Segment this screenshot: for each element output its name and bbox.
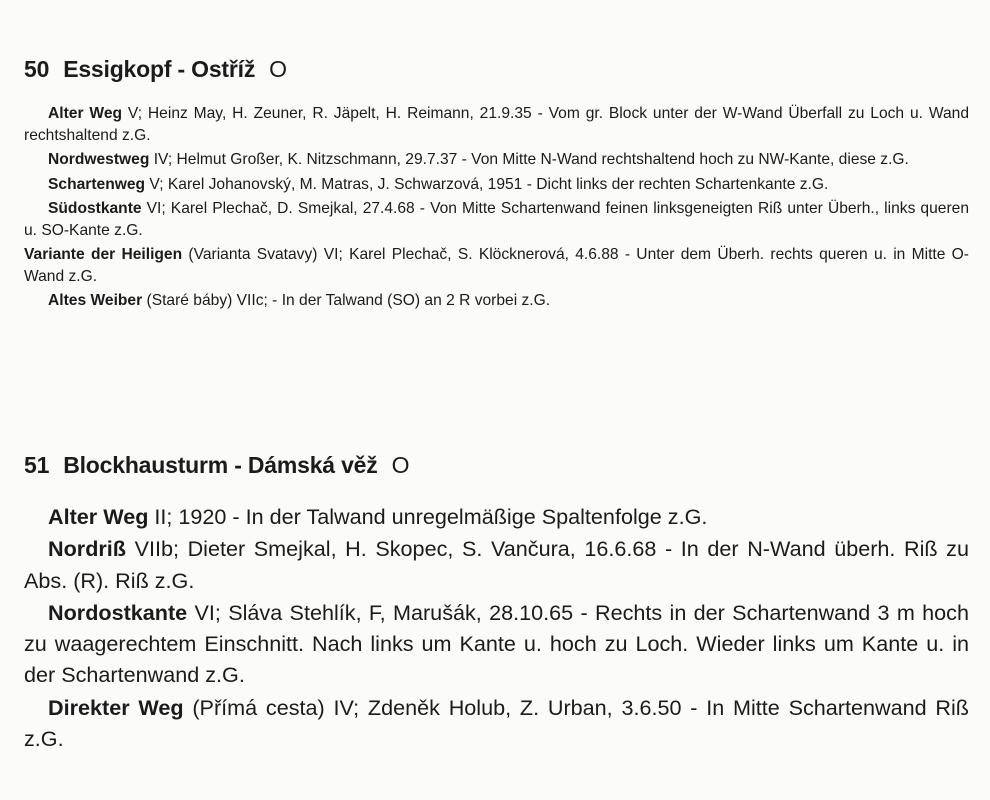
section-heading bbox=[24, 56, 969, 83]
route-description: II; 1920 - In der Talwand unregelmäßige Spaltenfolge z.G. bbox=[148, 504, 708, 529]
section-marker: O bbox=[269, 56, 287, 82]
section-number: 51 bbox=[24, 452, 50, 478]
route-description: VI; Karel Plechač, S. Klöcknerová, 4.6.88 - Unter dem Überh. rechts queren u. in Mitte O-Wand z.G. bbox=[24, 246, 969, 285]
route-description: V; Karel Johanovský, M. Matras, J. Schwarzová, 1951 - Dicht links der rechten Schartenkante z.G. bbox=[145, 175, 829, 193]
route-entry bbox=[24, 692, 969, 755]
route-name: Alter Weg bbox=[48, 504, 149, 529]
section-title: Blockhausturm - Dámská věž bbox=[63, 452, 378, 478]
route-alt-name: (Varianta Svatavy) bbox=[182, 246, 318, 263]
route-name: Nordwestweg bbox=[48, 151, 150, 168]
section-number: 50 bbox=[24, 56, 50, 82]
section-marker: O bbox=[391, 452, 410, 478]
route-entry bbox=[24, 290, 969, 312]
route-name: Südostkante bbox=[48, 200, 142, 217]
route-description: VI; Sláva Stehlík, F, Marušák, 28.10.65 - Rechts in der Schartenwand 3 m hoch zu waagerechtem Einschnitt. Nach links um Kante u. hoch zu Loch. Wieder links um Kante u. in der Schartenwand z.G. bbox=[24, 599, 969, 688]
route-description: IV; Helmut Großer, K. Nitzschmann, 29.7.37 - Von Mitte N-Wand rechtshaltend hoch zu NW-Kante, diese z.G. bbox=[149, 151, 909, 168]
route-alt-name: (Staré báby) bbox=[142, 292, 233, 309]
route-entry bbox=[24, 103, 969, 146]
route-entry bbox=[24, 244, 969, 287]
route-list bbox=[24, 103, 969, 312]
section-50 bbox=[24, 56, 969, 315]
route-entry bbox=[24, 597, 969, 691]
route-name: Direkter Weg bbox=[48, 694, 184, 720]
section-title: Essigkopf - Ostříž bbox=[63, 56, 256, 82]
route-entry bbox=[24, 198, 969, 241]
route-alt-name: (Přímá cesta) bbox=[183, 694, 325, 720]
route-entry bbox=[24, 533, 969, 596]
route-description: VIIc; - In der Talwand (SO) an 2 R vorbei z.G. bbox=[232, 292, 551, 309]
route-name: Variante der Heiligen bbox=[24, 246, 183, 263]
route-description: IV; Zdeněk Holub, Z. Urban, 3.6.50 - In Mitte Schartenwand Riß z.G. bbox=[24, 694, 969, 752]
route-description: VI; Karel Plechač, D. Smejkal, 27.4.68 - Von Mitte Schartenwand feinen linksgeneigten Riß unter Überh., links queren u. SO-Kante z.G. bbox=[24, 200, 969, 239]
route-name: Altes Weiber bbox=[48, 292, 143, 309]
section-51 bbox=[24, 452, 969, 755]
route-description: VIIb; Dieter Smejkal, H. Skopec, S. Vančura, 16.6.68 - In der N-Wand überh. Riß zu Abs. (R). Riß z.G. bbox=[24, 536, 969, 593]
route-name: Nordriß bbox=[48, 536, 126, 562]
section-heading bbox=[24, 452, 969, 479]
route-name: Alter Weg bbox=[48, 105, 123, 122]
route-entry bbox=[24, 174, 969, 196]
route-list bbox=[24, 501, 969, 754]
route-entry bbox=[24, 149, 969, 171]
route-name: Nordostkante bbox=[48, 599, 188, 625]
route-description: V; Heinz May, H. Zeuner, R. Jäpelt, H. Reimann, 21.9.35 - Vom gr. Block unter der W-Wand Überfall zu Loch u. Wand rechtshaltend z.G. bbox=[24, 105, 969, 144]
route-entry bbox=[24, 501, 969, 532]
route-name: Schartenweg bbox=[48, 175, 146, 193]
